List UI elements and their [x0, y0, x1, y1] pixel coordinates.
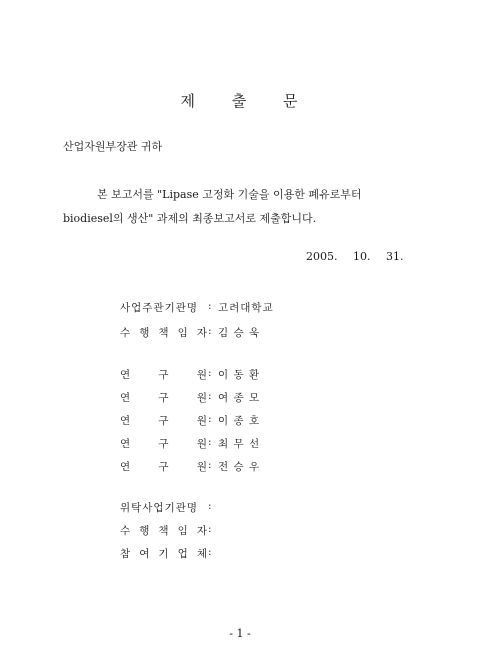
researcher-value: 전 승 우	[218, 461, 261, 473]
consign-org-row	[120, 500, 218, 515]
researcher-label: 연 구 원	[120, 392, 208, 404]
colon: :	[208, 413, 212, 425]
main-org-value: 고려대학교	[218, 302, 274, 314]
researcher-row	[120, 459, 260, 474]
colon: :	[208, 523, 212, 535]
title-char-3: 문	[283, 92, 300, 110]
colon: :	[208, 436, 212, 448]
colon: :	[208, 300, 212, 312]
researcher-value: 최 무 선	[218, 438, 261, 450]
researcher-value: 이 동 환	[218, 369, 261, 381]
colon: :	[208, 390, 212, 402]
colon: :	[208, 325, 212, 337]
researcher-row	[120, 367, 260, 382]
researcher-label: 연 구 원	[120, 461, 208, 473]
researcher-label: 연 구 원	[120, 369, 208, 381]
page-number: - 1 -	[229, 627, 251, 640]
colon: :	[208, 500, 212, 512]
colon: :	[208, 459, 212, 471]
main-org-label: 사업주관기관명	[120, 302, 199, 314]
title-char-1: 제	[180, 92, 197, 110]
consign-director-label: 수 행 책 임 자	[120, 525, 208, 537]
researcher-label: 연 구 원	[120, 415, 208, 427]
addressee: 산업자원부장관 귀하	[63, 140, 163, 153]
researcher-value: 이 종 호	[218, 415, 261, 427]
participant-row	[120, 546, 218, 561]
colon: :	[208, 367, 212, 379]
consign-director-row	[120, 523, 218, 538]
researcher-row	[120, 413, 260, 428]
researcher-label: 연 구 원	[120, 438, 208, 450]
director-row	[120, 325, 260, 340]
director-label: 수 행 책 임 자	[120, 327, 208, 339]
researcher-value: 여 종 모	[218, 392, 261, 404]
document-title	[0, 90, 480, 111]
director-value: 김 승 욱	[218, 327, 261, 339]
submission-statement: 본 보고서를 "Lipase 고정화 기술을 이용한 폐유로부터 biodiesel의 생산" 과제의 최종보고서로 제출합니다.	[63, 188, 362, 225]
submission-date: 2005. 10. 31.	[306, 250, 404, 263]
researcher-row	[120, 390, 260, 405]
title-char-2: 출	[231, 92, 249, 110]
main-org-row	[120, 300, 274, 315]
consign-org-label: 위탁사업기관명	[120, 502, 199, 514]
participant-label: 참 여 기 업 체	[120, 548, 208, 560]
colon: :	[208, 546, 212, 558]
researcher-row	[120, 436, 260, 451]
